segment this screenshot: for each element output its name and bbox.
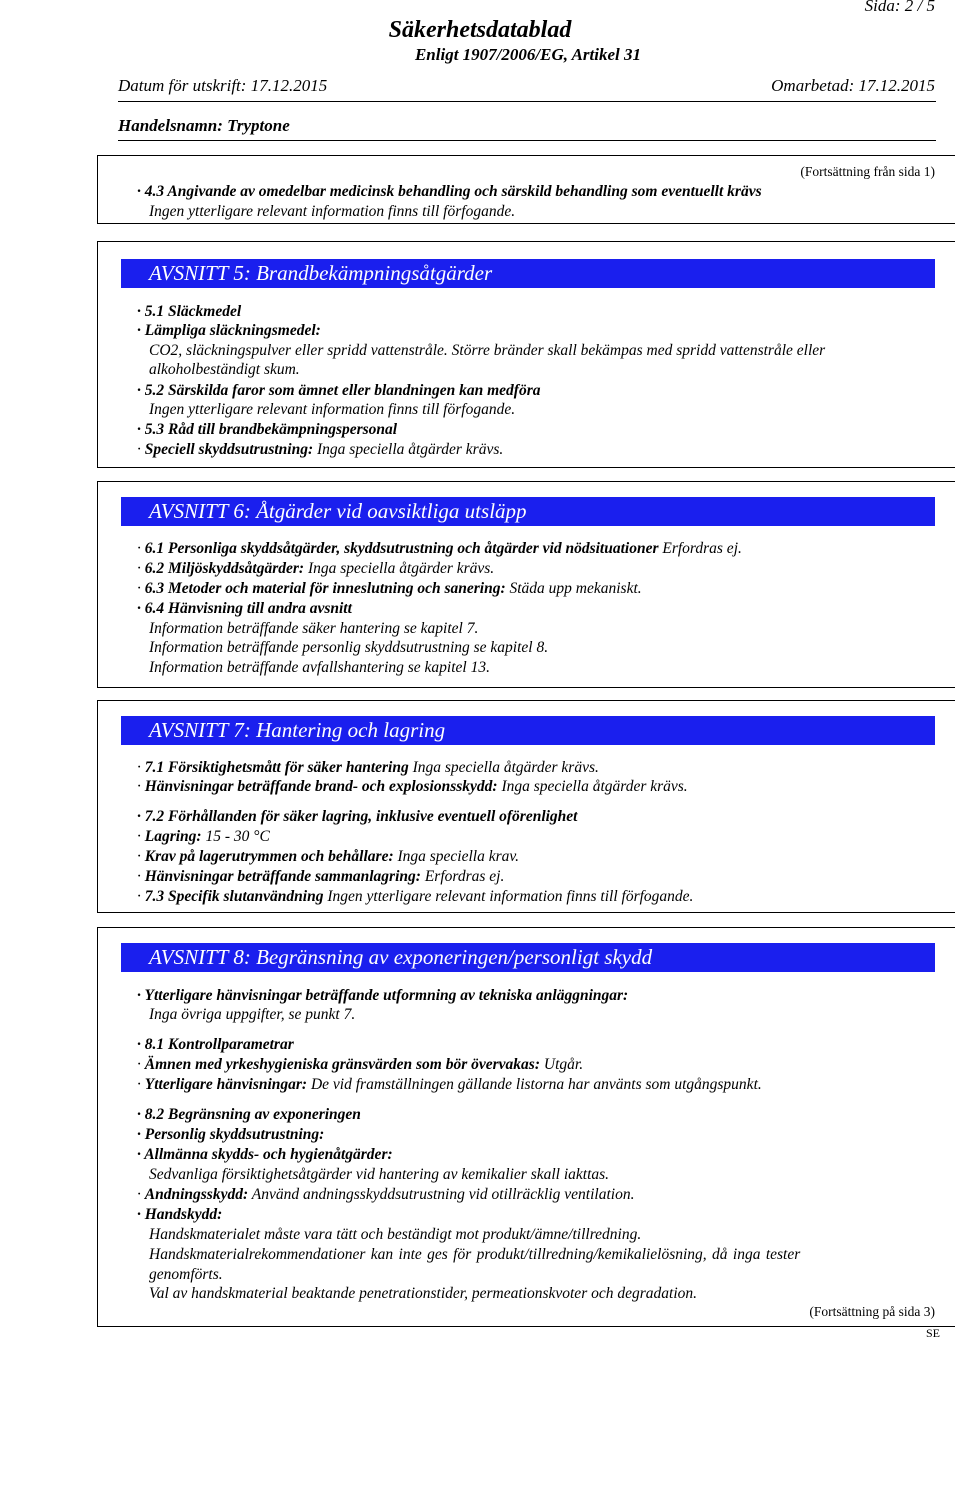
heading-5-1b: · Lämpliga släckningsmedel: (137, 322, 321, 339)
heading-8-2: · 8.2 Begränsning av exponeringen (137, 1106, 361, 1123)
line-8-2c: · Andningsskydd: Använd andningsskyddsutrustning vid otillräcklig ventilation. (137, 1186, 635, 1203)
heading-5-3: · 5.3 Råd till brandbekämpningspersonal (137, 421, 398, 438)
section-6-title: AVSNITT 6: Åtgärder vid oavsiktliga utsläpp (121, 497, 935, 526)
heading-8-2d: · Handskydd: (137, 1206, 223, 1223)
text-5-1a: CO2, släckningspulver eller spridd vattenstråle. Större bränder skall bekämpas med spridd vattenstråle eller (149, 342, 826, 359)
text-6-4b: Information beträffande personlig skyddsutrustning se kapitel 8. (149, 639, 549, 656)
text-8-2b: Sedvanliga försiktighetsåtgärder vid hantering av kemikalier skall iakttas. (149, 1166, 610, 1183)
text-8-2d4: Val av handskmaterial beaktande penetrationstider, permeationskvoter och degradation. (149, 1285, 698, 1302)
heading-8-2b: · Allmänna skydds- och hygienåtgärder: (137, 1146, 393, 1163)
line-7-1: · 7.1 Försiktighetsmått för säker hantering Inga speciella åtgärder krävs. (137, 759, 599, 776)
text-6-4c: Information beträffande avfallshantering se kapitel 13. (149, 659, 490, 676)
continued-to: (Fortsättning på sida 3) (809, 1304, 935, 1319)
line-6-2: · 6.2 Miljöskyddsåtgärder: Inga speciella åtgärder krävs. (137, 560, 495, 577)
line-7-2a: · Lagring: 15 - 30 °C (137, 828, 270, 845)
line-6-1: · 6.1 Personliga skyddsåtgärder, skyddsutrustning och åtgärder vid nödsituationer Erfordras ej. (137, 540, 742, 557)
document-subtitle: Enligt 1907/2006/EG, Artikel 31 (414, 45, 642, 64)
heading-5-1: · 5.1 Släckmedel (137, 303, 242, 320)
line-7-1b: · Hänvisningar beträffande brand- och explosionsskydd: Inga speciella åtgärder krävs. (137, 778, 688, 795)
text-8-2d1: Handskmaterialet måste vara tätt och beständigt mot produkt/ämne/tillredning. (149, 1226, 642, 1243)
section-5-title: AVSNITT 5: Brandbekämpningsåtgärder (121, 259, 935, 288)
line-7-2c: · Hänvisningar beträffande sammanlagring: Erfordras ej. (137, 868, 505, 885)
print-date: Datum för utskrift: 17.12.2015 (118, 76, 328, 95)
heading-8-2a: · Personlig skyddsutrustning: (137, 1126, 325, 1143)
continued-from: (Fortsättning från sida 1) (800, 164, 935, 179)
line-5-3b: · Speciell skyddsutrustning: Inga speciella åtgärder krävs. (137, 441, 504, 458)
page-number: Sida: 2 / 5 (864, 0, 935, 15)
heading-8-1: · 8.1 Kontrollparametrar (137, 1036, 294, 1053)
revised-date: Omarbetad: 17.12.2015 (771, 76, 935, 95)
line-7-3: · 7.3 Specifik slutanvändning Ingen ytterligare relevant information finns till förfogande. (137, 888, 694, 905)
heading-5-2: · 5.2 Särskilda faror som ämnet eller blandningen kan medföra (137, 382, 541, 399)
section-7-title: AVSNITT 7: Hantering och lagring (121, 716, 935, 745)
header-rule-2 (118, 140, 936, 141)
line-8-1b: · Ytterligare hänvisningar: De vid framställningen gällande listorna har använts som utgångspunkt. (137, 1076, 762, 1093)
section-8-title: AVSNITT 8: Begränsning av exponeringen/personligt skydd (121, 943, 935, 972)
heading-6-4: · 6.4 Hänvisning till andra avsnitt (137, 600, 352, 617)
line-7-2b: · Krav på lagerutrymmen och behållare: Inga speciella krav. (137, 848, 520, 865)
text-8-2d3: genomförts. (149, 1266, 223, 1283)
heading-4-3: · 4.3 Angivande av omedelbar medicinsk behandling och särskild behandling som eventuellt krävs (137, 183, 762, 200)
line-8-1a: · Ämnen med yrkeshygieniska gränsvärden som bör övervakas: Utgår. (137, 1056, 584, 1073)
header-rule (118, 101, 936, 102)
text-8-2d2: Handskmaterialrekommendationer kan inte ges för produkt/tillredning/kemikalielösning, då inga tester (149, 1246, 801, 1263)
heading-7-2: · 7.2 Förhållanden för säker lagring, inklusive eventuell oförenlighet (137, 808, 578, 825)
line-6-3: · 6.3 Metoder och material för inneslutning och sanering: Städa upp mekaniskt. (137, 580, 642, 597)
text-5-1b: alkoholbeständigt skum. (149, 361, 300, 378)
document-title: Säkerhetsdatablad (388, 17, 572, 43)
text-5-2: Ingen ytterligare relevant information finns till förfogande. (149, 401, 516, 418)
text-4-3: Ingen ytterligare relevant information finns till förfogande. (149, 203, 516, 220)
country-code: SE (925, 1326, 940, 1340)
text-8-0: Inga övriga uppgifter, se punkt 7. (149, 1006, 356, 1023)
trade-name: Handelsnamn: Tryptone (118, 116, 290, 135)
heading-8-0: · Ytterligare hänvisningar beträffande utformning av tekniska anläggningar: (137, 987, 629, 1004)
text-6-4a: Information beträffande säker hantering se kapitel 7. (149, 620, 479, 637)
